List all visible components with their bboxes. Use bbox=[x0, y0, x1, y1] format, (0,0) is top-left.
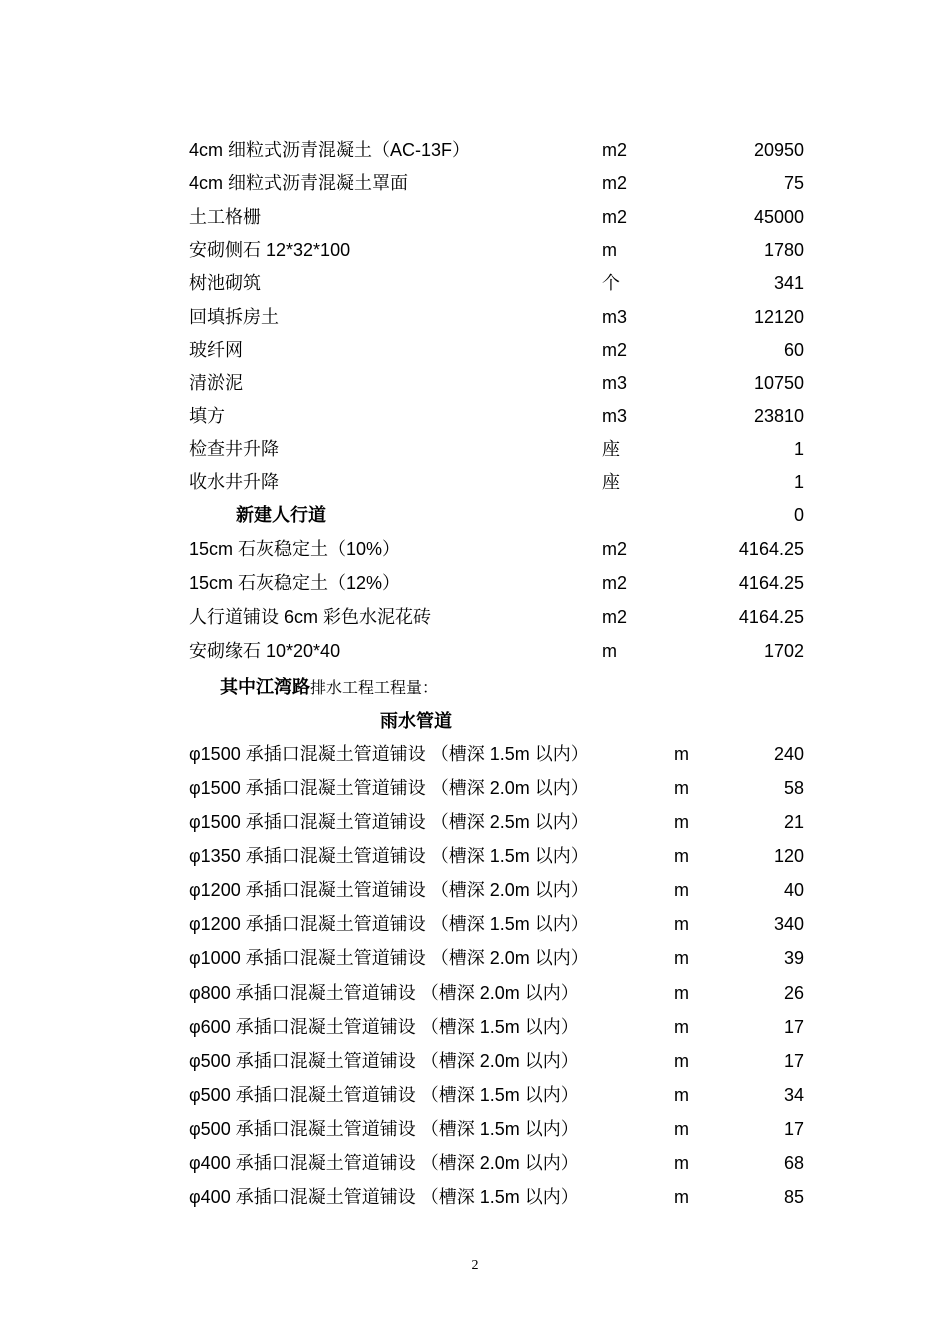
item-quantity: 60 bbox=[783, 340, 804, 360]
item-unit: m bbox=[674, 983, 689, 1003]
list-item bbox=[0, 301, 950, 333]
item-quantity: 45000 bbox=[753, 207, 804, 227]
item-unit: 座 bbox=[602, 472, 620, 492]
item-unit: m bbox=[602, 240, 617, 260]
list-item bbox=[0, 400, 950, 432]
item-name: 玻纤网 bbox=[189, 340, 243, 360]
section-title: 雨水管道 bbox=[380, 711, 452, 731]
item-name: 清淤泥 bbox=[189, 373, 243, 393]
item-quantity: 23810 bbox=[753, 406, 804, 426]
item-unit: m bbox=[674, 778, 689, 798]
item-quantity: 40 bbox=[783, 880, 804, 900]
item-name: φ600 承插口混凝土管道铺设 （槽深 1.5m 以内） bbox=[189, 1017, 579, 1037]
item-unit: m bbox=[674, 1187, 689, 1207]
item-quantity: 340 bbox=[773, 914, 804, 934]
item-name: φ1350 承插口混凝土管道铺设 （槽深 1.5m 以内） bbox=[189, 846, 589, 866]
item-name: φ1200 承插口混凝土管道铺设 （槽深 1.5m 以内） bbox=[189, 914, 589, 934]
item-quantity: 10750 bbox=[753, 373, 804, 393]
item-quantity: 58 bbox=[783, 778, 804, 798]
list-item bbox=[0, 942, 950, 974]
list-item bbox=[0, 1011, 950, 1043]
item-unit: m2 bbox=[602, 207, 628, 227]
item-quantity: 20950 bbox=[753, 140, 804, 160]
item-quantity: 1702 bbox=[763, 641, 804, 661]
list-item bbox=[0, 234, 950, 266]
list-item bbox=[0, 772, 950, 804]
item-unit: m2 bbox=[602, 173, 628, 193]
item-quantity: 17 bbox=[783, 1017, 804, 1037]
list-item bbox=[0, 635, 950, 667]
intro-normal: 排水工程工程量： bbox=[310, 680, 439, 697]
item-name: φ400 承插口混凝土管道铺设 （槽深 2.0m 以内） bbox=[189, 1153, 579, 1173]
list-item bbox=[0, 738, 950, 770]
item-name: 4cm 细粒式沥青混凝土（AC-13F） bbox=[189, 140, 471, 160]
item-name: φ1500 承插口混凝土管道铺设 （槽深 2.5m 以内） bbox=[189, 812, 589, 832]
item-quantity: 17 bbox=[783, 1119, 804, 1139]
item-name: 树池砌筑 bbox=[189, 273, 261, 293]
list-item bbox=[0, 977, 950, 1009]
list-item bbox=[0, 1147, 950, 1179]
item-quantity: 120 bbox=[773, 846, 804, 866]
sidewalk-heading bbox=[0, 499, 950, 531]
item-name: φ1500 承插口混凝土管道铺设 （槽深 1.5m 以内） bbox=[189, 744, 589, 764]
item-quantity: 68 bbox=[783, 1153, 804, 1173]
item-unit: m bbox=[674, 948, 689, 968]
list-item bbox=[0, 267, 950, 299]
item-name: φ500 承插口混凝土管道铺设 （槽深 2.0m 以内） bbox=[189, 1051, 579, 1071]
item-unit: m3 bbox=[602, 373, 628, 393]
item-name: 土工格栅 bbox=[189, 207, 261, 227]
item-quantity: 341 bbox=[773, 273, 804, 293]
item-quantity: 4164.25 bbox=[738, 607, 804, 627]
item-name: 安砌侧石 12*32*100 bbox=[189, 240, 351, 260]
intro-bold: 其中江湾路 bbox=[220, 677, 310, 697]
item-unit: m bbox=[674, 914, 689, 934]
item-unit: m bbox=[674, 880, 689, 900]
item-quantity: 34 bbox=[783, 1085, 804, 1105]
item-unit: m bbox=[674, 1119, 689, 1139]
item-name: 15cm 石灰稳定土（10%） bbox=[189, 539, 401, 559]
item-name: φ500 承插口混凝土管道铺设 （槽深 1.5m 以内） bbox=[189, 1085, 579, 1105]
item-unit: m bbox=[602, 641, 617, 661]
item-unit: m bbox=[674, 1085, 689, 1105]
list-item bbox=[0, 533, 950, 565]
item-quantity: 12120 bbox=[753, 307, 804, 327]
list-item bbox=[0, 167, 950, 199]
list-item bbox=[0, 134, 950, 166]
section-title: 新建人行道 bbox=[236, 505, 326, 525]
item-name: 15cm 石灰稳定土（12%） bbox=[189, 573, 401, 593]
item-unit: m bbox=[674, 1051, 689, 1071]
item-unit: m3 bbox=[602, 406, 628, 426]
item-unit: m bbox=[674, 812, 689, 832]
section-intro-text bbox=[220, 671, 438, 705]
item-name: φ800 承插口混凝土管道铺设 （槽深 2.0m 以内） bbox=[189, 983, 579, 1003]
item-quantity: 1 bbox=[793, 439, 804, 459]
item-name: 4cm 细粒式沥青混凝土罩面 bbox=[189, 173, 409, 193]
item-name: 收水井升降 bbox=[189, 472, 279, 492]
item-unit: m bbox=[674, 1153, 689, 1173]
list-item bbox=[0, 367, 950, 399]
item-quantity: 0 bbox=[793, 505, 804, 525]
item-name: φ500 承插口混凝土管道铺设 （槽深 1.5m 以内） bbox=[189, 1119, 579, 1139]
item-quantity: 1780 bbox=[763, 240, 804, 260]
list-item bbox=[0, 874, 950, 906]
list-item bbox=[0, 1181, 950, 1213]
item-name: 回填拆房土 bbox=[189, 307, 279, 327]
item-unit: m2 bbox=[602, 573, 628, 593]
list-item bbox=[0, 908, 950, 940]
item-name: φ400 承插口混凝土管道铺设 （槽深 1.5m 以内） bbox=[189, 1187, 579, 1207]
list-item bbox=[0, 433, 950, 465]
item-unit: m bbox=[674, 744, 689, 764]
page-number: 2 bbox=[471, 1258, 479, 1273]
item-unit: m bbox=[674, 1017, 689, 1037]
item-quantity: 39 bbox=[783, 948, 804, 968]
item-name: 填方 bbox=[189, 406, 225, 426]
item-name: 人行道铺设 6cm 彩色水泥花砖 bbox=[189, 607, 432, 627]
item-quantity: 75 bbox=[783, 173, 804, 193]
item-name: 安砌缘石 10*20*40 bbox=[189, 641, 341, 661]
item-unit: 个 bbox=[602, 273, 620, 293]
item-unit: m2 bbox=[602, 607, 628, 627]
item-name: φ1200 承插口混凝土管道铺设 （槽深 2.0m 以内） bbox=[189, 880, 589, 900]
item-unit: m2 bbox=[602, 140, 628, 160]
list-item bbox=[0, 567, 950, 599]
item-quantity: 85 bbox=[783, 1187, 804, 1207]
item-name: φ1000 承插口混凝土管道铺设 （槽深 2.0m 以内） bbox=[189, 948, 589, 968]
item-unit: m bbox=[674, 846, 689, 866]
item-unit: m3 bbox=[602, 307, 628, 327]
item-unit: 座 bbox=[602, 439, 620, 459]
list-item bbox=[0, 806, 950, 838]
item-name: 检查井升降 bbox=[189, 439, 279, 459]
list-item bbox=[0, 601, 950, 633]
rain-pipe-title-row bbox=[0, 705, 950, 737]
item-unit: m2 bbox=[602, 340, 628, 360]
list-item bbox=[0, 201, 950, 233]
item-quantity: 17 bbox=[783, 1051, 804, 1071]
item-unit: m2 bbox=[602, 539, 628, 559]
drainage-intro bbox=[0, 671, 950, 703]
list-item bbox=[0, 1113, 950, 1145]
list-item bbox=[0, 334, 950, 366]
item-quantity: 26 bbox=[783, 983, 804, 1003]
item-quantity: 1 bbox=[793, 472, 804, 492]
item-quantity: 240 bbox=[773, 744, 804, 764]
list-item bbox=[0, 466, 950, 498]
item-quantity: 4164.25 bbox=[738, 573, 804, 593]
item-quantity: 21 bbox=[783, 812, 804, 832]
list-item bbox=[0, 1079, 950, 1111]
list-item bbox=[0, 1045, 950, 1077]
item-name: φ1500 承插口混凝土管道铺设 （槽深 2.0m 以内） bbox=[189, 778, 589, 798]
item-quantity: 4164.25 bbox=[738, 539, 804, 559]
list-item bbox=[0, 840, 950, 872]
